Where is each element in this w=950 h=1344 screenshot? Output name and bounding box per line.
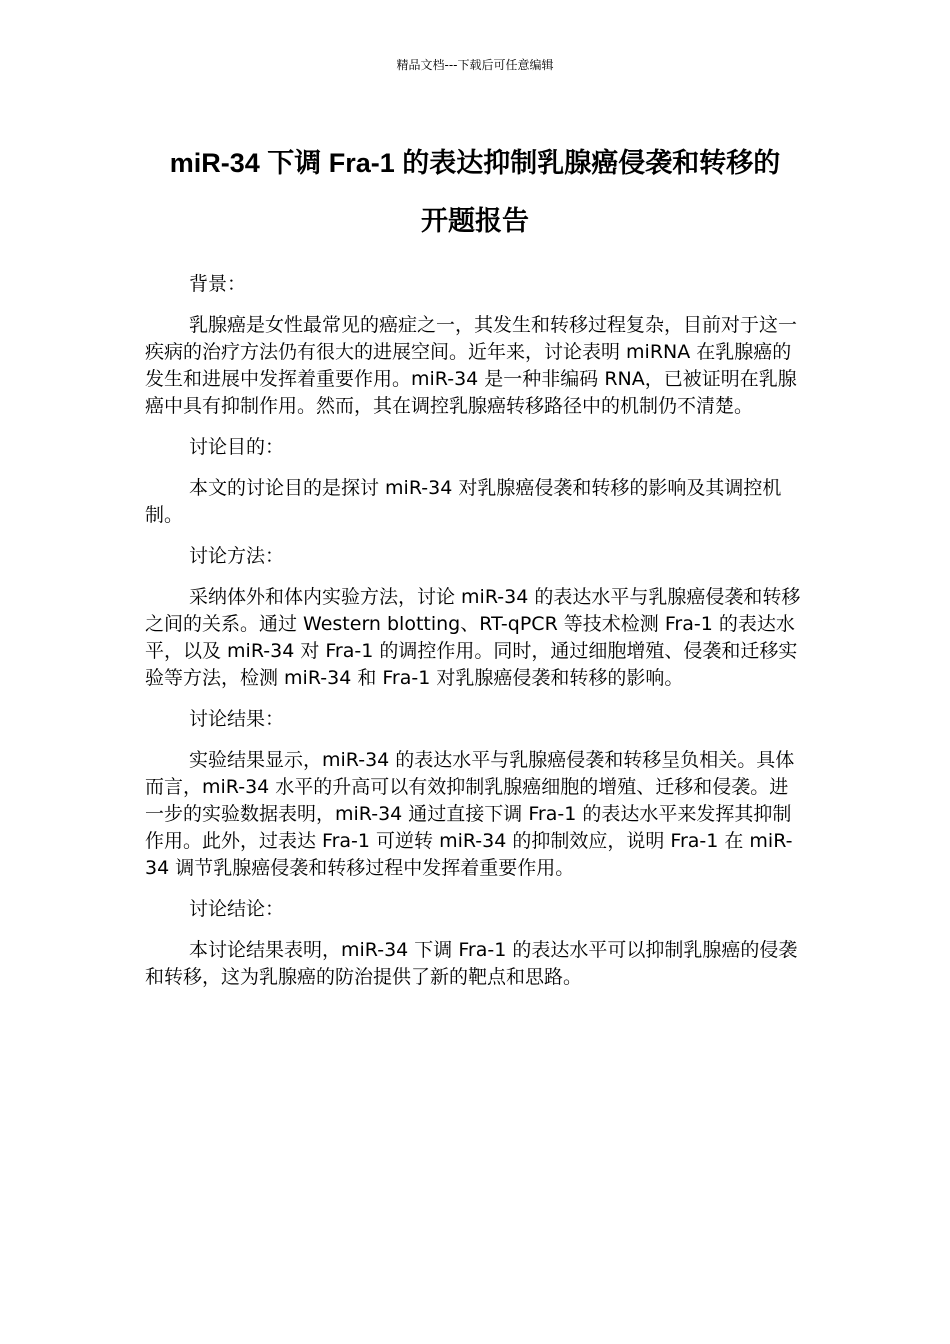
- document-title-line-2: 开题报告: [421, 206, 529, 236]
- document-title: [130, 134, 820, 250]
- section-background: [145, 271, 807, 420]
- page-header: 精品文档---下载后可任意编辑: [396, 58, 554, 72]
- section-results: [145, 706, 807, 882]
- section-paragraph-methods: 采纳体外和体内实验方法，讨论 miR-34 的表达水平与乳腺癌侵袭和转移之间的关系。通过 Western blotting、RT-qPCR 等技术检测 Fra-1 的表达水平，以及 miR-34 对 Fra-1 的调控作用。同时，通过细胞增殖、侵袭和迁移实验等方法，检测 miR-34 和 Fra-1 对乳腺癌侵袭和转移的影响。: [145, 586, 801, 689]
- section-heading-background: 背景：: [189, 273, 247, 295]
- section-heading-methods: 讨论方法：: [189, 545, 285, 567]
- section-conclusion: [145, 896, 807, 991]
- section-methods: [145, 543, 807, 692]
- section-paragraph-background: 乳腺癌是女性最常见的癌症之一，其发生和转移过程复杂，目前对于这一疾病的治疗方法仍有很大的进展空间。近年来，讨论表明 miRNA 在乳腺癌的发生和进展中发挥着重要作用。miR-34 是一种非编码 RNA，已被证明在乳腺癌中具有抑制作用。然而，其在调控乳腺癌转移路径中的机制仍不清楚。: [145, 314, 798, 417]
- section-purpose: [145, 434, 807, 529]
- section-paragraph-conclusion: 本讨论结果表明，miR-34 下调 Fra-1 的表达水平可以抑制乳腺癌的侵袭和转移，这为乳腺癌的防治提供了新的靶点和思路。: [145, 939, 798, 988]
- document-title-line-1: miR-34 下调 Fra-1 的表达抑制乳腺癌侵袭和转移的: [169, 148, 781, 178]
- document-body: [145, 271, 807, 1005]
- section-paragraph-results: 实验结果显示，miR-34 的表达水平与乳腺癌侵袭和转移呈负相关。具体而言，miR-34 水平的升高可以有效抑制乳腺癌细胞的增殖、迁移和侵袭。进一步的实验数据表明，miR-34 通过直接下调 Fra-1 的表达水平来发挥其抑制作用。此外，过表达 Fra-1 可逆转 miR-34 的抑制效应，说明 Fra-1 在 miR-34 调节乳腺癌侵袭和转移过程中发挥着重要作用。: [145, 749, 795, 879]
- section-paragraph-purpose: 本文的讨论目的是探讨 miR-34 对乳腺癌侵袭和转移的影响及其调控机制。: [145, 477, 782, 526]
- section-heading-results: 讨论结果：: [189, 708, 285, 730]
- section-heading-conclusion: 讨论结论：: [189, 898, 285, 920]
- section-heading-purpose: 讨论目的：: [189, 436, 285, 458]
